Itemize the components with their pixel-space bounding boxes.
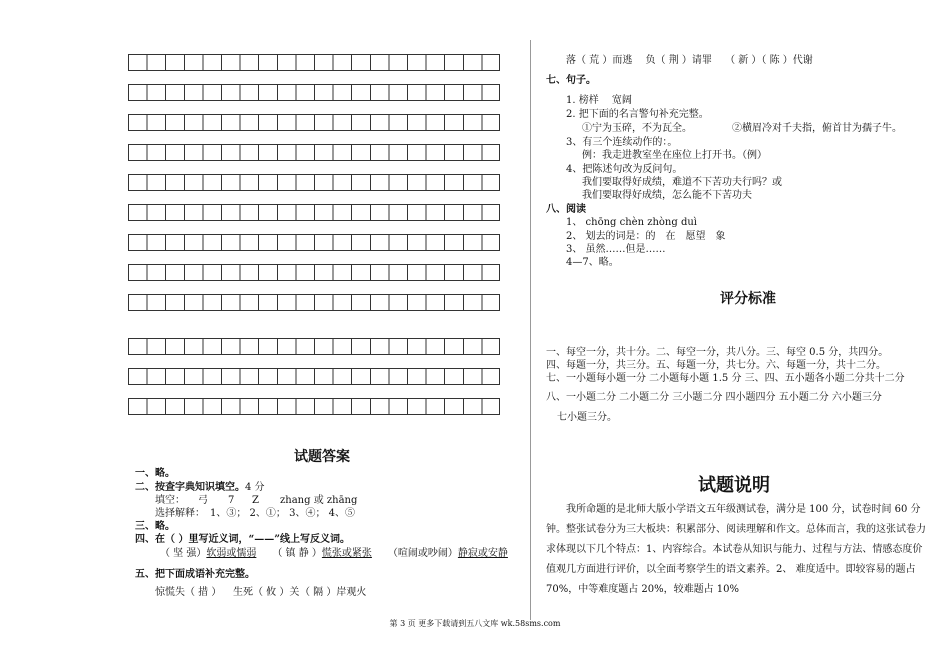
idiom-2: 生死（ 攸 ）关 (233, 587, 300, 598)
writing-grid-row (128, 54, 500, 71)
antonym-2: 慌张或紧张 (321, 548, 372, 559)
idiom-1: 惊慌失（ 措 ） (155, 587, 222, 598)
writing-grid-row (128, 144, 500, 161)
writing-grid-row (128, 338, 500, 355)
answer-section-2-heading (135, 481, 265, 495)
fill-label: 填空： (155, 495, 185, 506)
answers-title: 试题答案 (294, 449, 350, 465)
s7-item-2b: ②横眉冷对千夫指，俯首甘为孺子牛。 (732, 123, 902, 134)
antonym-3: 静寂或安静 (457, 548, 508, 559)
explanation-title: 试题说明 (698, 475, 770, 496)
section-2-score: 4 分 (245, 482, 265, 493)
writing-grid-row (128, 204, 500, 221)
section-2-title: 二、按查字典知识填空。 (135, 482, 245, 493)
answer-2-choice: 选择解释： 1、③； 2、①； 3、④； 4、⑤ (155, 508, 355, 519)
writing-grid-row (128, 294, 500, 311)
scoring-line-1: 一、每空一分，共十分。二、每空一分，共八分。三、每空 0.5 分，共四分。 (546, 347, 889, 358)
answer-4-synonyms (160, 547, 508, 561)
scoring-title: 评分标准 (720, 291, 776, 307)
s8-item-2: 2、 划去的词是：的 在 愿望 象 (566, 231, 726, 242)
answer-2-fill (155, 494, 185, 508)
antonym-1: 软弱或懦弱 (206, 548, 257, 559)
idiom-3: （ 隔 ）岸观火 (300, 587, 367, 598)
writing-grid-row (128, 398, 500, 415)
fill-answer-2: 7 (228, 495, 235, 506)
s7-item-2: 2. 把下面的名言警句补充完整。 (566, 109, 709, 120)
s7-item-4b: 我们要取得好成绩，怎么能不下苦功夫 (582, 190, 752, 201)
writing-grid-row (128, 368, 500, 385)
scoring-line-5: 七小题三分。 (557, 412, 617, 423)
writing-grid-row (128, 174, 500, 191)
answer-section-4-heading: 四、在（ ）里写近义词，“——”线上写反义词。 (135, 534, 350, 545)
synonym-2: （ 镇 静 ） (272, 548, 322, 559)
s7-item-4a: 我们要取得好成绩，难道不下苦功夫行吗？或 (582, 177, 782, 188)
section-7-heading: 七、句子。 (546, 75, 596, 86)
section-8-heading: 八、阅读 (546, 204, 586, 215)
scoring-line-2: 四、每题一分，共三分。五、每题一分，共七分。六、每题一分，共十二分。 (546, 360, 886, 371)
scoring-line-4: 八、一小题二分 二小题二分 三小题二分 四小题四分 五小题二分 六小题三分 (546, 392, 882, 403)
synonym-3: （喧闹或吵闹） (387, 548, 458, 559)
s7-item-3: 3、有三个连续动作的：。 (566, 137, 678, 148)
writing-grid-row (128, 264, 500, 281)
explanation-paragraph: 我所命题的是北师大版小学语文五年级测试卷，满分是 100 分，试卷时间 60 分钟。整张试卷分为三大板块：积累部分、阅读理解和作文。总体而言，我的这张试卷力求体现以下几个特点：1、内容综合。本试卷从知识与能力、过程与方法、情感态度价值观几方面进行评价，以全面考察学生的语文素养。2、 难度适中。即较容易的题占 70%，中等难度题占 20%，较难题占 10% (546, 504, 926, 595)
s7-item-4: 4、把陈述句改为反问句。 (566, 164, 683, 175)
writing-grid-row (128, 84, 500, 101)
writing-grid-row (128, 234, 500, 251)
s8-item-3: 3、 虽然……但是…… (566, 244, 666, 255)
s7-item-1: 1. 榜样 宽阔 (566, 95, 632, 106)
page-footer: 第 3 页 更多下载请到五八文库 wk.58sms.com (389, 619, 561, 628)
column-divider (530, 40, 531, 620)
s8-item-1: 1、 chōng chèn zhòng duì (566, 217, 697, 228)
writing-grid-row (128, 114, 500, 131)
answer-section-3: 三、略。 (135, 521, 175, 532)
fill-answer-4: zhang 或 zhāng (280, 495, 358, 506)
s8-item-4: 4—7、略。 (566, 257, 619, 268)
fill-answer-3: Z (252, 495, 259, 506)
synonym-1: （ 坚 强） (160, 548, 207, 559)
s7-item-3-example: 例：我走进教室坐在座位上打开书。（例） (582, 150, 767, 161)
answer-section-5-heading: 五、把下面成语补充完整。 (135, 569, 255, 580)
scoring-line-3: 七、一小题每小题一分 二小题每小题 1.5 分 三、四、五小题各小题二分共十二分 (546, 373, 905, 384)
idiom-line: 落（ 荒 ）而逃 负（ 荆 ）请罪 （ 新 ）（ 陈 ）代谢 (566, 55, 813, 66)
answer-section-1: 一、略。 (135, 468, 175, 479)
s7-item-2a: ①宁为玉碎，不为瓦全。 (582, 123, 692, 134)
fill-answer-1: 弓 (198, 495, 208, 506)
